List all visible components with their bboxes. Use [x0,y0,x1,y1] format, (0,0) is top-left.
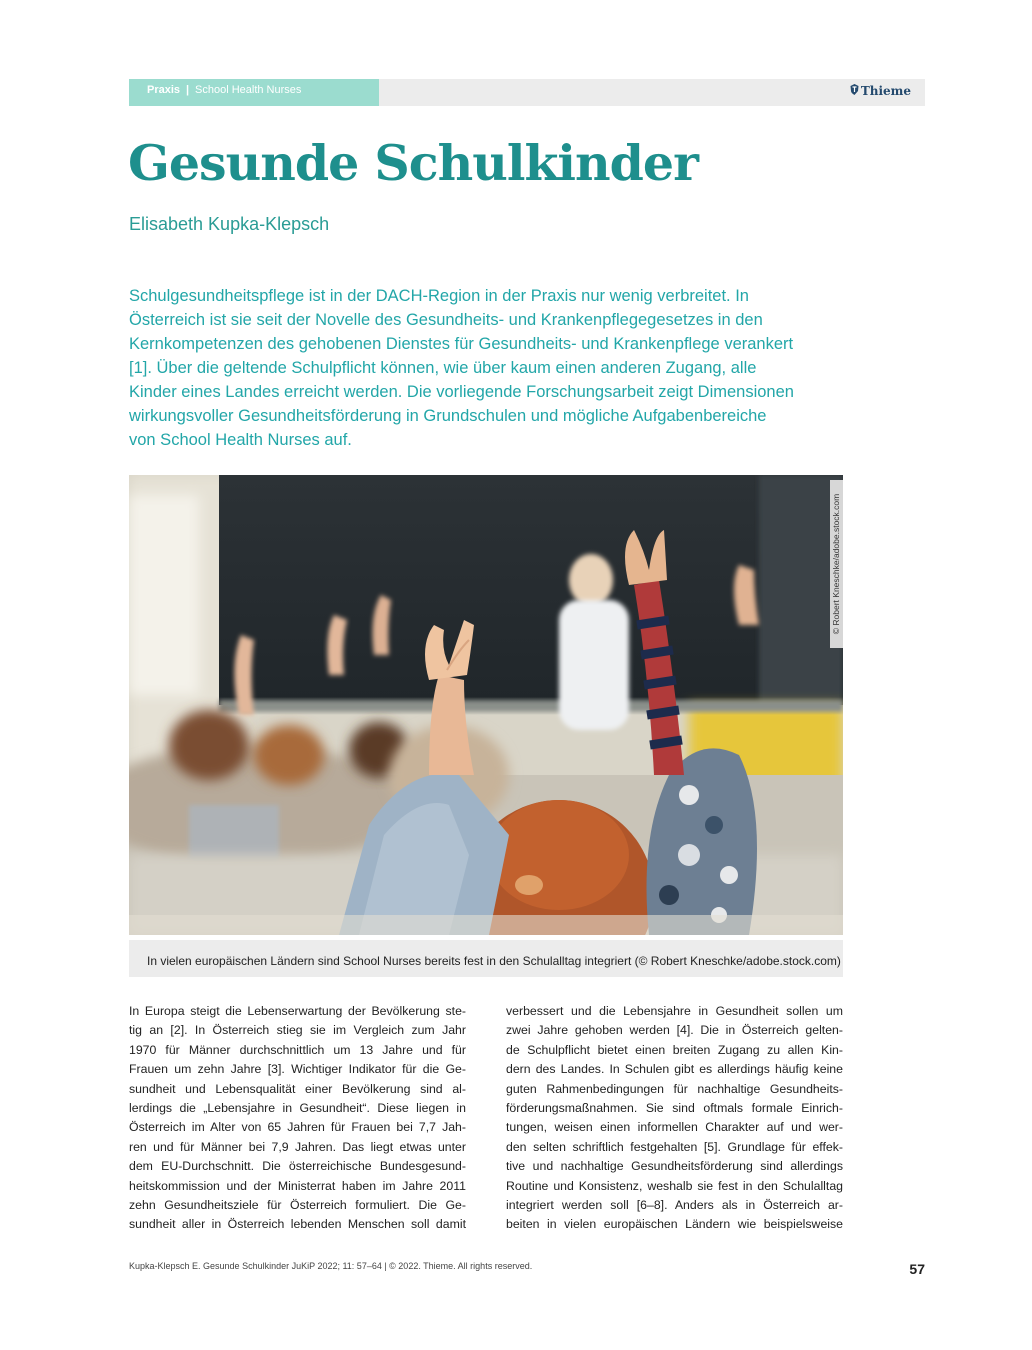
abstract-line: Schulgesundheitspflege ist in der DACH-Region in der Praxis nur wenig verbreitet. In [129,287,749,305]
body-line: tig an [2]. In Österreich stieg sie im Vergleich zum Jahr [129,1023,466,1038]
publisher-name: Thieme [860,84,911,98]
body-line: den selten schriftlich festgehalten [5]. Grundlage für effek- [506,1139,843,1154]
body-line: dem EU-Durchschnitt. Die österreichische Bundesgesund- [129,1159,466,1174]
body-line: dern des Landes. In Schulen gibt es allerdings häufig keine [506,1062,843,1077]
body-line: In Europa steigt die Lebenserwartung der Bevölkerung ste- [129,1004,466,1018]
body-line: integriert werden soll [6–8]. Anders als in Österreich ar- [506,1198,843,1213]
body-line: sundheit aller in Österreich lebenden Menschen soll damit [129,1217,466,1232]
figure-caption: In vielen europäischen Ländern sind School Nurses bereits fest in den Schulalltag integriert (© Robert Kneschke/adobe.stock.com) [147,954,841,968]
body-line: ren und für Männer bei 7,9 Jahren. Das liegt etwas unter [129,1139,466,1154]
body-line: de Schulpflicht bietet einen breiten Zugang zu allen Kin- [506,1042,843,1057]
body-line: Österreich im Alter von 65 Jahren für Frauen bei 7,7 Jah- [129,1120,466,1135]
page-number: 57 [909,1261,925,1277]
abstract-line: von School Health Nurses auf. [129,431,352,449]
body-line: verbessert und die Lebensjahre in Gesundheit sollen um [506,1004,843,1018]
citation-footer: Kupka-Klepsch E. Gesunde Schulkinder JuKiP 2022; 11: 57–64 | © 2022. Thieme. All rights reserved. [129,1261,533,1271]
abstract-line: Kernkompetenzen des gehobenen Dienstes für Gesundheits- und Krankenpflege verankert [129,335,794,353]
body-line: 1970 für Männer durchschnittlich um 13 Jahre und für [129,1042,466,1057]
body-line: Routine und Konsistenz, weshalb sie fest in den Schulalltag [506,1178,843,1193]
abstract-line: wirkungsvoller Gesundheitsförderung in Grundschulen und mögliche Aufgabenbereiche [129,407,767,425]
body-line: zehn Gesundheitsziele für Österreich formuliert. Die Ge- [129,1198,466,1213]
body-column-right [506,1002,843,1235]
topic-label: School Health Nurses [195,84,302,96]
body-line: förderungsmaßnahmen. Sie sind oftmals formale Einrich- [506,1101,843,1116]
abstract-line: Österreich ist sie seit der Novelle des Gesundheits- und Krankenpflegegesetzes in den [129,311,763,329]
body-line: tive und nachhaltige Gesundheitsförderung sind allerdings [506,1159,843,1174]
body-line: zwei Jahre gehoben werden [4]. Die in Österreich gelten- [506,1023,843,1038]
photo-credit-tab [830,480,843,648]
body-line: heitskommission und der Ministerrat haben im Jahre 2011 [129,1178,466,1193]
body-line: sundheit und Lebensqualität einer Bevölkerung sind al- [129,1081,466,1096]
publisher-logo [850,84,911,98]
abstract-line: Kinder eines Landes erreicht werden. Die vorliegende Forschungsarbeit zeigt Dimensionen [129,383,794,401]
body-line: Frauen um zehn Jahre [3]. Wichtiger Indikator für die Ge- [129,1062,466,1077]
running-header [129,79,925,106]
body-column-left [129,1002,466,1235]
photo-credit: © Robert Kneschke/adobe.stock.com [831,493,841,635]
figure-caption-box [129,940,843,977]
abstract-line: [1]. Über die geltende Schulpflicht können, wie über kaum einen anderen Zugang, alle [129,359,757,377]
body-line: tungen, weisen einen informellen Charakter auf und wer- [506,1120,843,1135]
article-title: Gesunde Schulkinder [128,134,698,192]
thieme-logo-icon [850,84,859,98]
article-author: Elisabeth Kupka-Klepsch [129,214,330,234]
body-line: beiten in vielen europäischen Ländern wie beispielsweise [506,1217,843,1232]
body-line: guten Rahmenbedingungen für nachhaltige Gesundheits- [506,1081,843,1096]
section-tag [129,79,379,106]
classroom-photo [129,475,843,935]
body-line: lerdings die „Lebensjahre in Gesundheit“. Diese liegen in [129,1101,466,1116]
article-abstract [129,284,844,452]
section-label: Praxis [147,84,181,96]
section-separator: | [186,84,190,96]
